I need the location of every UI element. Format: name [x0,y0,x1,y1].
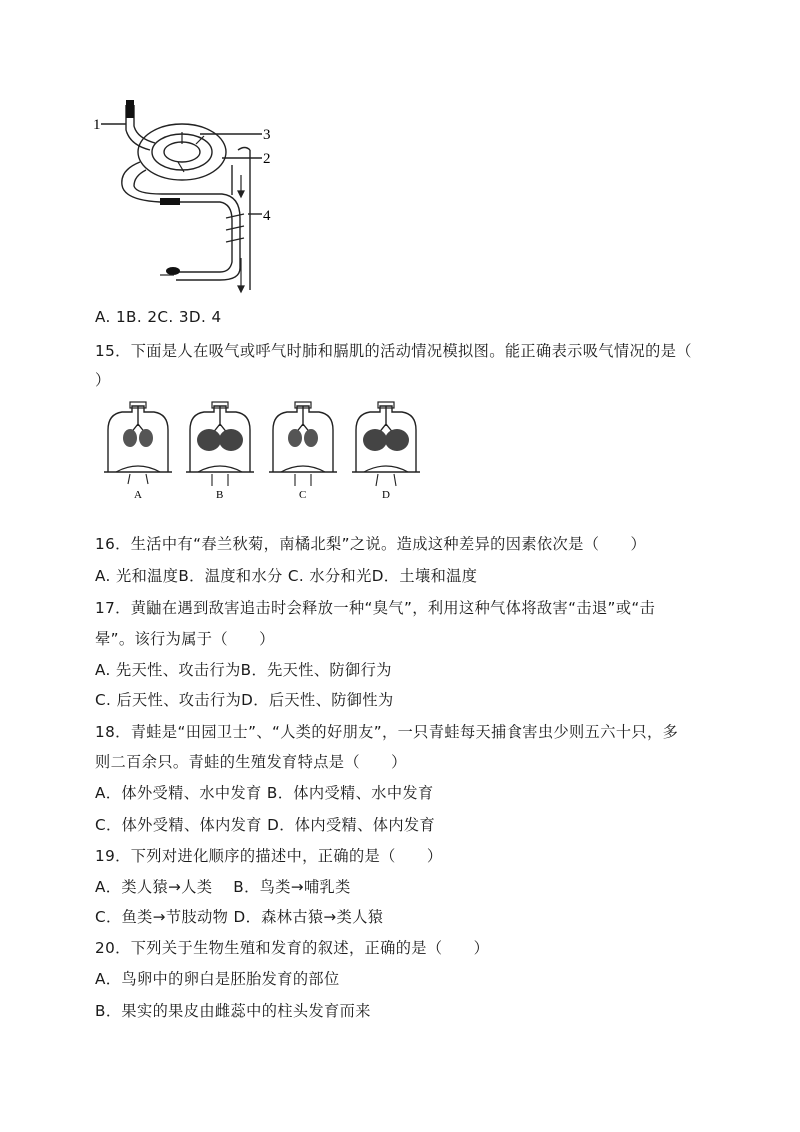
figure-label-4: 4 [263,208,271,224]
q16-stem: 16．生活中有“春兰秋菊，南橘北梨”之说。造成这种差异的因素依次是（ ） [95,535,647,553]
q18-stem-tail: 则二百余只。青蛙的生殖发育特点是（ ） [95,753,407,771]
lung-model-label-a: A [134,489,142,501]
nephron-diagram [90,95,290,300]
lung-model-diagram [100,400,420,510]
q19-stem: 19．下列对进化顺序的描述中，正确的是（ ） [95,847,443,865]
q15-stem: 15．下面是人在吸气或呼气时肺和膈肌的活动情况模拟图。能正确表示吸气情况的是（ [95,342,692,360]
lung-model-label-c: C [299,489,307,501]
q14-options: A. 1B. 2C. 3D. 4 [95,308,222,326]
q17-stem-tail: 晕”。该行为属于（ ） [95,630,275,648]
q20-option-a: A．鸟卵中的卵白是胚胎发育的部位 [95,970,340,988]
q17-options-1: A. 先天性、攻击行为B．先天性、防御行为 [95,661,392,679]
lung-model-label-b: B [216,489,224,501]
q16-options: A. 光和温度B．温度和水分 C. 水分和光D．土壤和温度 [95,567,478,585]
q19-options-1: A．类人猿→人类 B．鸟类→哺乳类 [95,878,351,896]
q20-stem: 20．下列关于生物生殖和发育的叙述，正确的是（ ） [95,939,490,957]
q18-stem: 18．青蛙是“田园卫士”、“人类的好朋友”，一只青蛙每天捕食害虫少则五六十只，多 [95,723,679,741]
q18-options-2: C．体外受精、体内发育 D．体内受精、体内发育 [95,816,436,834]
lung-model-label-d: D [382,489,390,501]
q15-stem-tail: ） [95,371,111,389]
q19-options-2: C．鱼类→节肢动物 D．森林古猿→类人猿 [95,908,384,926]
q18-options-1: A．体外受精、水中发育 B．体内受精、水中发育 [95,784,434,802]
figure-label-2: 2 [263,151,271,167]
q17-stem: 17．黄鼬在遇到敌害追击时会释放一种“臭气”，利用这种气体将敌害“击退”或“击 [95,599,656,617]
q20-option-b: B．果实的果皮由雌蕊中的柱头发育而来 [95,1002,371,1020]
q17-options-2: C. 后天性、攻击行为D．后天性、防御性为 [95,691,394,709]
figure-label-1: 1 [93,117,101,133]
figure-label-3: 3 [263,127,271,143]
